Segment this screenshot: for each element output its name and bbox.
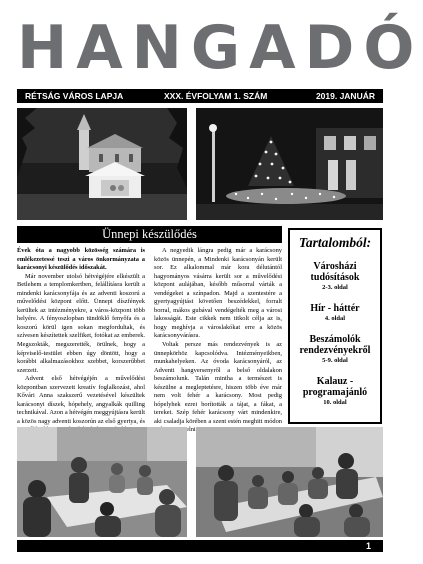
newspaper-subtitle: RÉTSÁG VÁROS LAPJA bbox=[25, 91, 124, 101]
contents-item-name: Beszámolók rendezvényekről bbox=[299, 334, 371, 356]
contents-box bbox=[288, 228, 382, 424]
contents-item bbox=[290, 303, 380, 324]
contents-item-name: Városházi tudósítások bbox=[310, 261, 360, 283]
article-column-2 bbox=[154, 247, 282, 425]
craft-workshop-image bbox=[17, 427, 187, 537]
article-lead: Évek óta a nagyobb közösség számára is emlékezetessé teszi a város önkormányzata a karácsonyi készülődés időszakát. bbox=[17, 247, 145, 272]
contents-item-name: Hír - háttér bbox=[310, 303, 360, 314]
footer-bar bbox=[17, 540, 383, 552]
volume-issue: XXX. ÉVFOLYAM 1. SZÁM bbox=[164, 91, 268, 101]
photo-craft-workshop bbox=[17, 427, 187, 537]
article-paragraph: Advent első hétvégéjén a művelődési központban szervezett kreatív foglalkozást, ahol Kővári Anna szakszerű vezetésével készültek karácsonyi díszek, hópehely, angyalkák quilling technikával. Azon a hétvégén meggyújtásra került a közös nagy adventi koszorún az első gyertya, és bbox=[17, 375, 145, 425]
page-number: 1 bbox=[365, 541, 371, 551]
article-headline: Ünnepi készülődés bbox=[17, 226, 282, 243]
contents-item-page: 4. oldal bbox=[324, 315, 346, 322]
contents-item-name: Kalauz - programajánló bbox=[302, 376, 368, 398]
masthead bbox=[17, 8, 423, 90]
contents-title: Tartalomból: bbox=[298, 235, 372, 250]
contents-item-page: 2-3. oldal bbox=[322, 284, 348, 291]
article-paragraph: Voltak persze más rendezvények is az ünnepkörhöz kapcsolódva. Intézményeikben, munkahelyeken. Az óvoda karácsonyáról, az Adventi hangversenyről a belső oldalakon beszámolunk. Talán mintha a természet is készülne a megleptetésre, hiszen több éve már nem volt fehér a karácsony. Most pedig hópelyhek ezrei borították a tájat, a fákat, a tereket. Szép fehér karácsony várt mindenkire, aki csaladja körében a szent estén meghitt módon bbox=[154, 341, 282, 425]
article-paragraph: Már november utolsó hétvégéjére elkészült a Betlehem a templomkertben, felállításra került a mindenki karácsonyfája és az adventi koszorú a művelődési központ előtt. Ünnepi díszfények kerültek az intézményekre, a város-központ több helyére. A fényoszlopban tündöklő fenyőfa és a koszorú körül igen sokan megfordultak, és szívesen készítettek szelfiket, fotókat az emberek. Megszokták, megszerették, örülnek, hogy a képviselő-testület ebben úgy döntött, hogy a korábbi alkalmazásokhoz szebbet, korszerűbbet szerzett. bbox=[17, 272, 145, 374]
contents-item-page: 10. oldal bbox=[323, 399, 347, 406]
photo-christmas-tree bbox=[196, 108, 383, 220]
contents-item bbox=[290, 334, 380, 366]
masthead-info-bar bbox=[17, 89, 383, 103]
church-night-image bbox=[17, 108, 187, 220]
contents-item bbox=[290, 261, 380, 293]
contents-item-page: 5-9. oldal bbox=[322, 357, 348, 364]
photo-church-nativity bbox=[17, 108, 187, 220]
issue-date: 2019. JANUÁR bbox=[315, 91, 375, 101]
christmas-tree-image bbox=[196, 108, 383, 220]
kindergarten-event-image bbox=[196, 427, 383, 537]
article-column-1 bbox=[17, 247, 145, 425]
newspaper-title: HANGADÓ bbox=[17, 13, 423, 83]
photo-kindergarten-event bbox=[196, 427, 383, 537]
article-paragraph: A negyedik lángra pedig már a karácsony közös ünnepén, a Mindenki karácsonyán került sor. Ez alkalommal már kora délutántól hagyományos vásárra került sor a művelődési központ aulájában, később műsorral várták a vendégeket a színpadon. Majd a szentestére a gyertyagyújtást követően beszédekkel, forralt borral, mákos gubával vendégelték meg a városi lakosságát. Este cikkek nem titkolt célja az is, hogy meghívja a városlakókat erre a közös karácsonyvárásra. bbox=[154, 247, 282, 340]
contents-item bbox=[290, 376, 380, 408]
